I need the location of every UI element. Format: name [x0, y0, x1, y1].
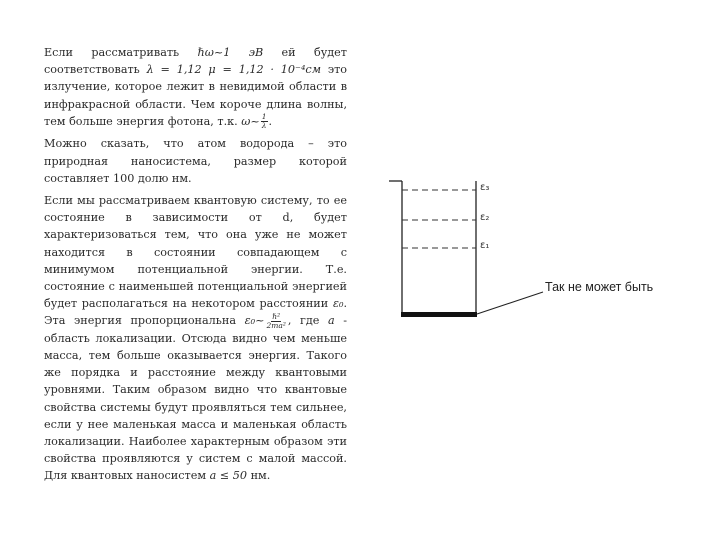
fraction-numerator: 1 [261, 112, 267, 122]
text: Если рассматривать [44, 46, 180, 59]
text: Если мы рассматриваем квантовую систему, то ее состояние в зависимости от d, будет характеризоваться тем, что она уже не может находится в состоянии совпадающем с минимумом потенциальной энергии. Т.е. состояние с наименьшей потенциальной энергией будет располагаться на некотором расстоянии [44, 193, 347, 311]
fraction-denominator: λ [261, 121, 267, 131]
paragraph-quantum-system: Если мы рассматриваем квантовую систему, то ее состояние в зависимости от d, будет характеризоваться тем, что она уже не может находится в состоянии совпадающем с минимумом потенциальной энергии. Т.е. состояние с наименьшей потенциальной энергией будет располагаться на некотором расстоянии ε₀. Эта энергия пропорциональна ε₀~ $\frac{\text{ℏ²}}{\text{2ma²}}$ , где a - область локализации. Отсюда видно чем меньше масса, тем больше оказывается энергия. Такого же порядка и расстояние между квантовыми уровнями. Таким образом видно что квантовые свойства системы будут проявляться тем сильнее, если у нее маленькая масса и маленькая область локализации. Наиболее характерным образом эти свойства проявляются у систем с малой массой. Для квантовых наносистем a ≤ 50 нм. [44, 193, 348, 483]
well-bottom [401, 312, 477, 317]
text-column [44, 44, 347, 485]
paragraph-photon-energy [44, 44, 347, 130]
text: , где [287, 314, 320, 328]
paragraph-hydrogen: Можно сказать, что атом водорода – это природная наносистема, размер которой составляет 100 долю нм. [44, 137, 347, 185]
formula-omega-lhs: ω~ [241, 114, 260, 128]
level-label-2: ε₂ [480, 212, 490, 223]
level-label-3: ε₃ [480, 182, 490, 193]
text: . [268, 114, 273, 128]
potential-well-svg [380, 170, 680, 330]
text: - область локализации. Отсюда видно чем меньше масса, тем больше оказывается энергия. Такого же порядка и расстояние между квантовыми уровнями. Таким образом видно что квантовые свойства системы будут проявляться тем сильнее, если у нее маленькая масса и маленькая область локализации. Наиболее характерным образом эти свойства проявляются у систем с малой массой. Для квантовых наносистем [44, 314, 348, 483]
fraction-one-over-lambda [261, 113, 268, 130]
potential-well-diagram [380, 170, 680, 330]
diagram-caption: Так не может быть [545, 280, 654, 294]
text: это излучение, которое лежит в невидимой области в инфракрасной области. Чем короче длина волны, тем больше энергия фотона, т.к. [44, 63, 348, 128]
text: ей будет соответствовать [44, 46, 347, 77]
variable-a: a [327, 314, 335, 328]
fraction-denominator: 2ma² [266, 320, 286, 330]
formula-energy-lhs: ε₀~ [244, 314, 265, 328]
fraction-hbar-over-2ma [265, 313, 286, 330]
text: нм. [250, 469, 271, 483]
formula-epsilon-zero: ε₀ [332, 297, 344, 311]
formula-wavelength: λ = 1,12 μ = 1,12 · 10⁻⁴см [146, 63, 321, 77]
formula-photon-energy: ℏω~1 эВ [197, 46, 264, 59]
pointer-line [477, 292, 543, 314]
level-label-1: ε₁ [480, 240, 490, 251]
formula-size-limit: a ≤ 50 [209, 469, 248, 483]
text: Эта энергия пропорциональна [44, 314, 237, 328]
fraction-numerator: ℏ² [272, 311, 281, 321]
